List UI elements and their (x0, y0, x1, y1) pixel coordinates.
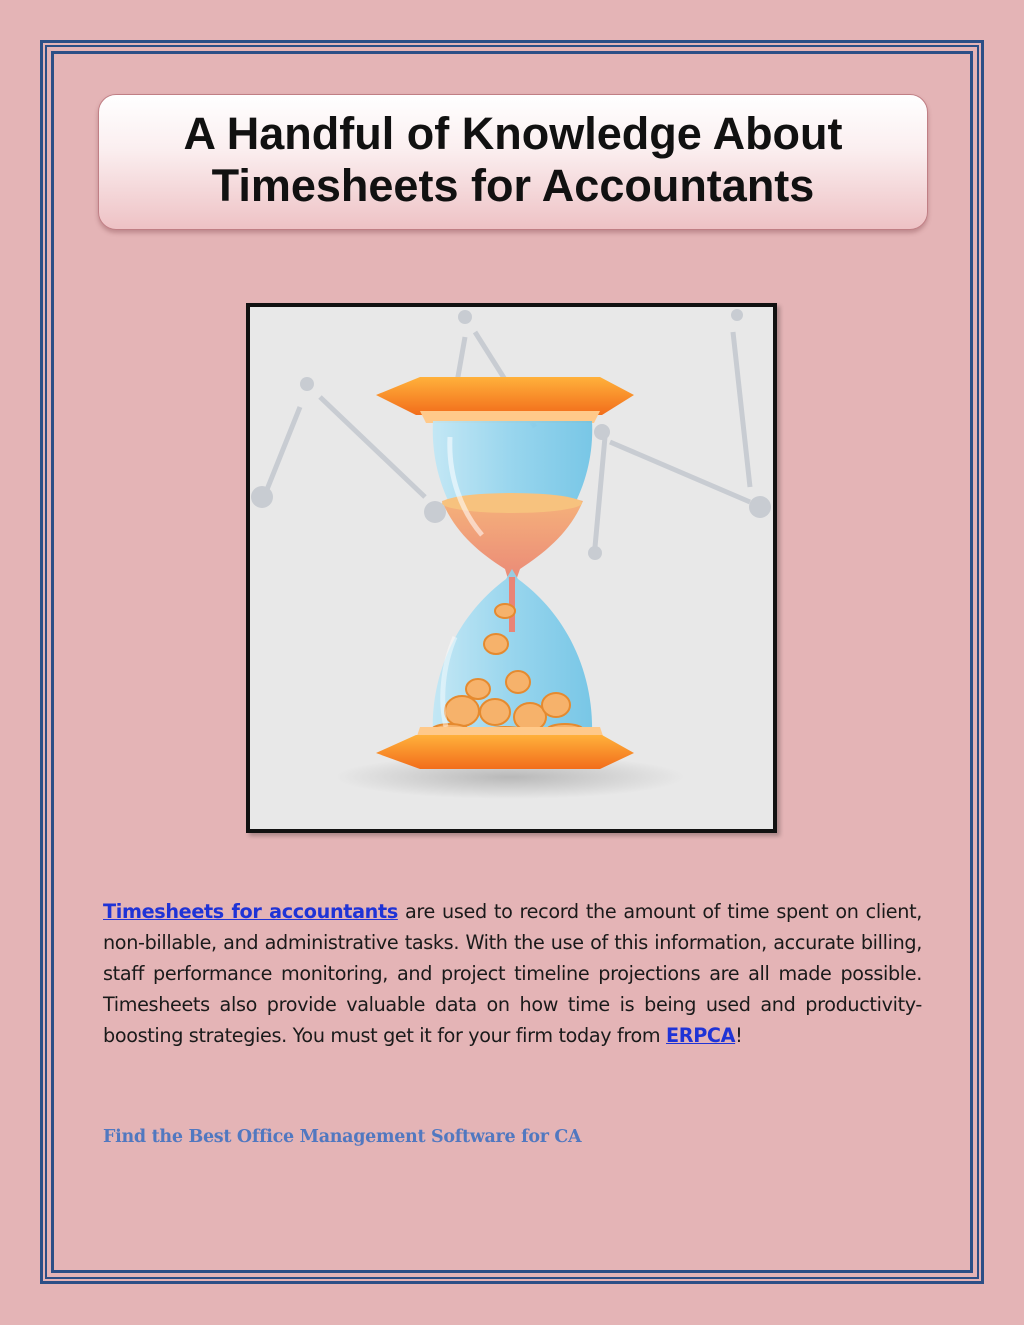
page-title (133, 108, 893, 212)
title-line-1: A Handful of Knowledge About (183, 108, 843, 159)
title-banner (98, 94, 928, 230)
paragraph-end: ! (735, 1024, 743, 1047)
erpca-link[interactable]: ERPCA (666, 1024, 736, 1047)
cta-heading: Find the Best Office Management Software for CA (103, 1127, 582, 1147)
timesheets-link[interactable]: Timesheets for accountants (103, 900, 398, 923)
title-line-2: Timesheets for Accountants (211, 160, 815, 211)
intro-paragraph (103, 896, 922, 1051)
hourglass-icon (250, 307, 773, 829)
hourglass-image (246, 303, 777, 833)
paragraph-text: are used to record the amount of time spent on client, non-billable, and administrative tasks. With the use of this information, accurate billing, staff performance monitoring, and project timeline projections are all made possible. Timesheets also provide valuable data on how time is being used and productivity-boosting strategies. You must get it for your firm today from (103, 900, 922, 1047)
